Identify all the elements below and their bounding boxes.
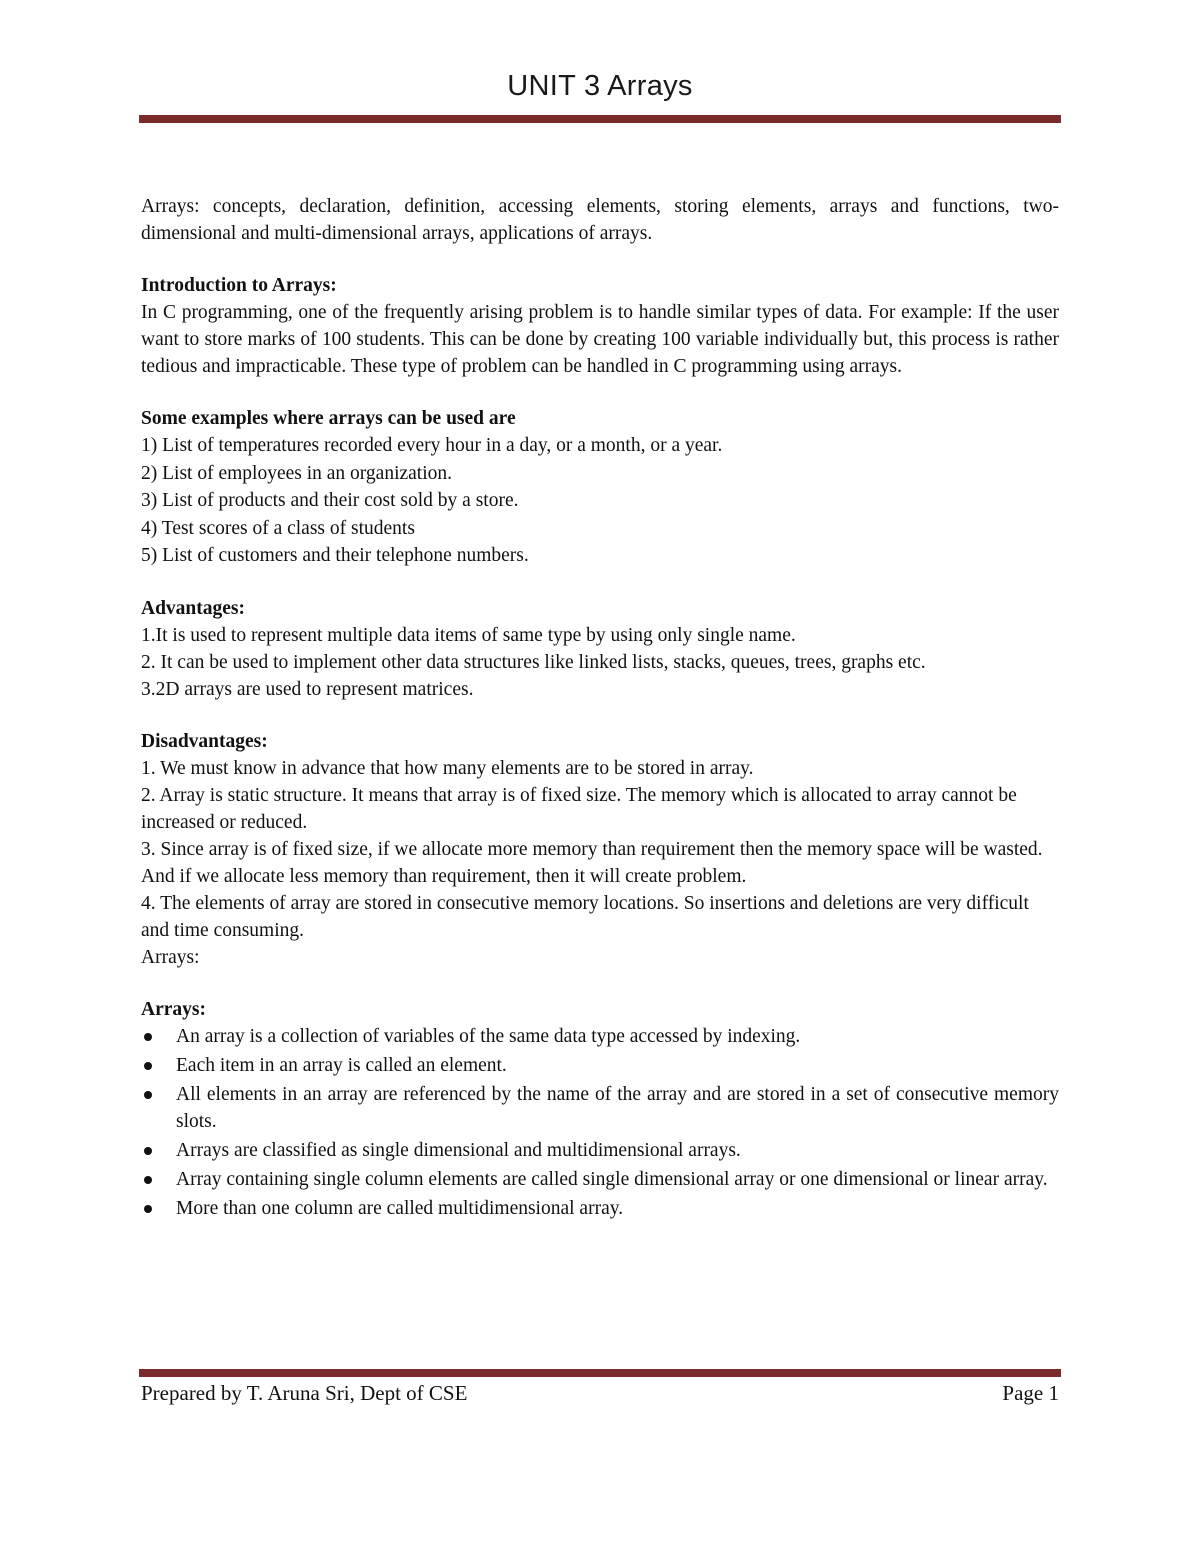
advantage-item: 1.It is used to represent multiple data items of same type by using only single name. bbox=[141, 624, 796, 646]
example-item: 4) Test scores of a class of students bbox=[141, 517, 415, 539]
arrays-bullet-item bbox=[141, 1081, 1059, 1135]
page-header-title: UNIT 3 Arrays bbox=[507, 70, 693, 102]
disadvantage-item: 1. We must know in advance that how many elements are to be stored in array. bbox=[141, 757, 754, 779]
bullet-text: Each item in an array is called an element. bbox=[176, 1054, 507, 1076]
arrays-bullet-item bbox=[141, 1023, 1059, 1050]
example-item: 1) List of temperatures recorded every hour in a day, or a month, or a year. bbox=[141, 435, 723, 456]
bullet-text: An array is a collection of variables of the same data type accessed by indexing. bbox=[176, 1025, 801, 1047]
header-rule bbox=[139, 115, 1061, 123]
document-body bbox=[141, 193, 1059, 1224]
spacer bbox=[141, 703, 1059, 728]
example-item: 2) List of employees in an organization. bbox=[141, 462, 453, 484]
introduction-heading: Introduction to Arrays: bbox=[141, 275, 337, 296]
footer-rule bbox=[139, 1369, 1061, 1377]
intro-paragraph: Arrays: concepts, declaration, definition, accessing elements, storing elements, arrays and functions, two-dimensional and multi-dimensional arrays, applications of arrays. bbox=[141, 196, 1059, 244]
disadvantage-item: 3. Since array is of fixed size, if we allocate more memory than requirement then the memory space will be wasted. And if we allocate less memory than requirement, then it will create problem. bbox=[141, 838, 1043, 887]
footer-author: Prepared by T. Aruna Sri, Dept of CSE bbox=[141, 1381, 468, 1405]
advantage-item: 3.2D arrays are used to represent matrices. bbox=[141, 678, 474, 700]
disadvantage-item: 4. The elements of array are stored in consecutive memory locations. So insertions and deletions are very difficult and time consuming. bbox=[141, 892, 1029, 941]
spacer bbox=[141, 380, 1059, 405]
bullet-icon bbox=[144, 1176, 152, 1184]
page-number: Page 1 bbox=[1002, 1381, 1059, 1405]
disadvantage-item: 2. Array is static structure. It means that array is of fixed size. The memory which is allocated to array cannot be increased or reduced. bbox=[141, 784, 1017, 833]
bullet-icon bbox=[144, 1205, 152, 1213]
bullet-text: Array containing single column elements are called single dimensional array or one dimensional or linear array. bbox=[176, 1168, 1048, 1190]
arrays-bullet-item bbox=[141, 1195, 1059, 1222]
bullet-text: More than one column are called multidimensional array. bbox=[176, 1197, 624, 1219]
page-footer bbox=[141, 1381, 1059, 1406]
advantage-item: 2. It can be used to implement other data structures like linked lists, stacks, queues, trees, graphs etc. bbox=[141, 651, 926, 673]
arrays-bullet-list bbox=[141, 1023, 1059, 1222]
example-item: 5) List of customers and their telephone numbers. bbox=[141, 545, 529, 566]
arrays-bullet-item bbox=[141, 1166, 1059, 1193]
arrays-bullet-item bbox=[141, 1137, 1059, 1164]
disadvantages-trailing-text: Arrays: bbox=[141, 946, 200, 968]
advantages-heading: Advantages: bbox=[141, 597, 246, 619]
bullet-icon bbox=[144, 1147, 152, 1155]
spacer bbox=[141, 247, 1059, 272]
bullet-icon bbox=[144, 1033, 152, 1041]
spacer bbox=[141, 570, 1059, 595]
example-item: 3) List of products and their cost sold by a store. bbox=[141, 490, 519, 511]
bullet-icon bbox=[144, 1091, 152, 1099]
examples-heading: Some examples where arrays can be used are bbox=[141, 408, 516, 429]
introduction-paragraph: In C programming, one of the frequently arising problem is to handle similar types of data. For example: If the user want to store marks of 100 students. This can be done by creating 100 variable individually but, this process is rather tedious and impracticable. These type of problem can be handled in C programming using arrays. bbox=[141, 302, 1059, 377]
bullet-text: All elements in an array are referenced by the name of the array and are stored in a set of consecutive memory slots. bbox=[176, 1083, 1059, 1132]
bullet-icon bbox=[144, 1062, 152, 1070]
arrays-heading: Arrays: bbox=[141, 998, 206, 1020]
arrays-bullet-item bbox=[141, 1052, 1059, 1079]
disadvantages-heading: Disadvantages: bbox=[141, 730, 268, 752]
spacer bbox=[141, 971, 1059, 996]
bullet-text: Arrays are classified as single dimensional and multidimensional arrays. bbox=[176, 1139, 741, 1161]
